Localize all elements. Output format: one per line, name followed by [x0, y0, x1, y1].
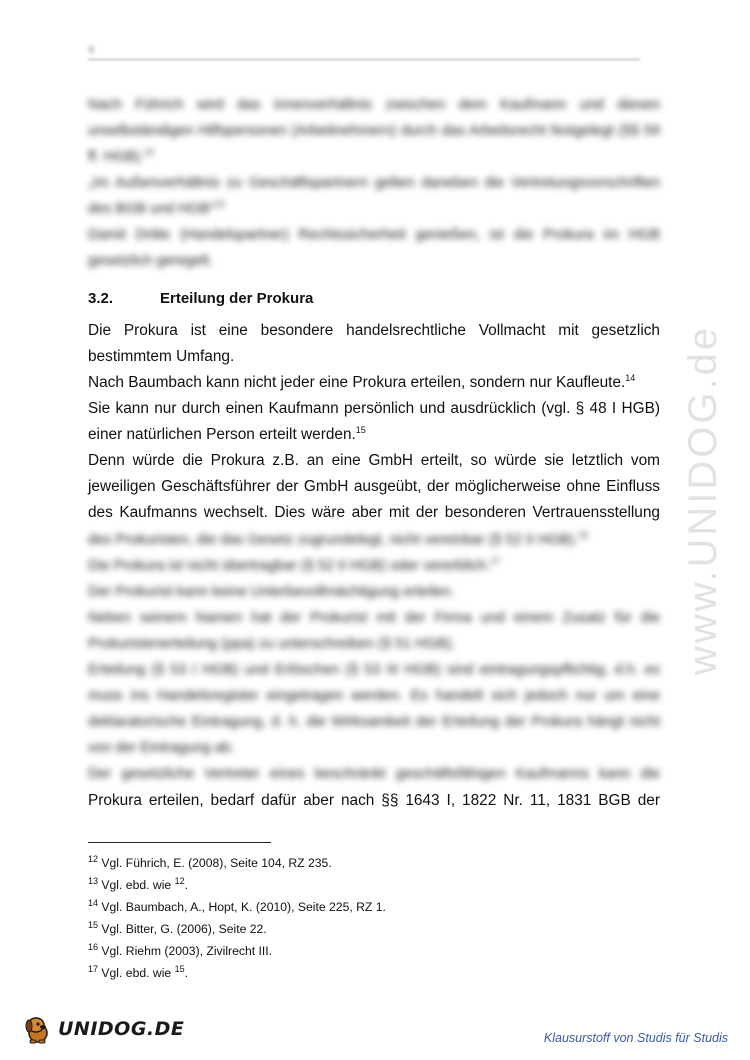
footnote-ref: 14 [625, 372, 636, 383]
section-heading [88, 290, 313, 307]
blurred-paragraph: Die Prokura ist nicht übertragbar (§ 52 II HGB) oder vererblich.$^{17}$ [88, 556, 501, 574]
blurred-paragraph: Der Prokurist kann keine Unterbevollmächtigung erteilen. [88, 584, 455, 600]
footnote: $^{17}$ Vgl. ebd. wie $^{15}$. [88, 963, 188, 980]
page-number: 4 [88, 44, 95, 56]
blurred-paragraph: Nach Führich wird das Innenverhältnis zwischen dem Kaufmann und diesen unselbständigen Hilfspersonen (Arbeitnehmern) durch das Arbeitsrecht festgelegt (§§ 59 ff. HGB).$^{12}$ [88, 97, 660, 165]
section-title: Erteilung der Prokura [160, 290, 314, 307]
body-paragraph: Die Prokura ist eine besondere handelsrechtliche Vollmacht mit gesetzlich bestimmtem Umfang. [88, 322, 660, 365]
body-last-line [88, 788, 660, 814]
footnote: $^{16}$ Vgl. Riehm (2003), Zivilrecht III. [88, 941, 273, 958]
footnote-ref: 15 [355, 424, 366, 435]
footnotes [88, 852, 648, 984]
body-paragraph: Denn würde die Prokura z.B. an eine GmbH erteilt, so würde sie letztlich vom jeweiligen Geschäftsführer der GmbH ausgeübt, der möglicherweise ohne Einfluss des Kaufmanns wechselt. Dies wäre aber mit der besonderen Vertrauensstellung [88, 452, 660, 521]
blurred-text-top [88, 92, 660, 274]
dog-mascot-icon [22, 1014, 54, 1044]
blurred-paragraph: des Prokuristen, die das Gesetz zugrundelegt, nicht vereinbar (§ 52 II HGB).$^{16}$ [88, 530, 589, 548]
blurred-paragraph: „Im Außenverhältnis zu Geschäftspartnern gelten daneben die Vertretungsvorschriften des BGB und HGB“$^{13}$ [88, 175, 660, 217]
unidog-logo [22, 1012, 185, 1048]
section-number: 3.2. [88, 290, 114, 307]
blurred-paragraph: Erteilung (§ 53 I HGB) und Erlöschen (§ 53 III HGB) sind eintragungspflichtig, d.h. es muss ins Handelsregister eingetragen werden. Es handelt sich jedoch nur um eine deklaratorische Eintragung, d. h. die Wirksamkeit der Erteilung der Prokura hängt nicht von der Eintragung ab. [88, 662, 660, 756]
blurred-paragraph: Neben seinem Namen hat der Prokurist mit der Firma und einem Zusatz für die Prokuristenerteilung (ppa) zu unterschreiben (§ 51 HGB). [88, 610, 660, 652]
footer-tagline: Klausurstoff von Studis für Studis [543, 1031, 728, 1045]
footnote-rule [88, 842, 271, 843]
blurred-text-middle [88, 527, 660, 787]
body-paragraph: Nach Baumbach kann nicht jeder eine Prokura erteilen, sondern nur Kaufleute.$^{14}$ [88, 372, 636, 391]
footnote: $^{14}$ Vgl. Baumbach, A., Hopt, K. (2010), Seite 225, RZ 1. [88, 897, 386, 914]
header-rule [88, 59, 640, 60]
footnote: $^{12}$ Vgl. Führich, E. (2008), Seite 104, RZ 235. [88, 853, 332, 870]
body-text [88, 318, 660, 526]
watermark-text: www.UNIDOG.de [681, 324, 725, 676]
footnote: $^{13}$ Vgl. ebd. wie $^{12}$. [88, 875, 188, 892]
logo-text: UNIDOG.DE [58, 1018, 185, 1040]
body-paragraph: Sie kann nur durch einen Kaufmann persönlich und ausdrücklich (vgl. § 48 I HGB) einer natürlichen Person erteilt werden.$^{15}$ [88, 400, 660, 443]
body-paragraph: Prokura erteilen, bedarf dafür aber nach §§ 1643 I, 1822 Nr. 11, 1831 BGB der [88, 792, 660, 809]
blurred-paragraph: Damit Dritte (Handelspartner) Rechtssicherheit genießen, ist die Prokura im HGB gesetzlich geregelt. [88, 227, 660, 269]
blurred-paragraph: Der gesetzliche Vertreter eines beschränkt geschäftsfähigen Kaufmanns kann die [88, 766, 660, 782]
footnote: $^{15}$ Vgl. Bitter, G. (2006), Seite 22. [88, 919, 267, 936]
